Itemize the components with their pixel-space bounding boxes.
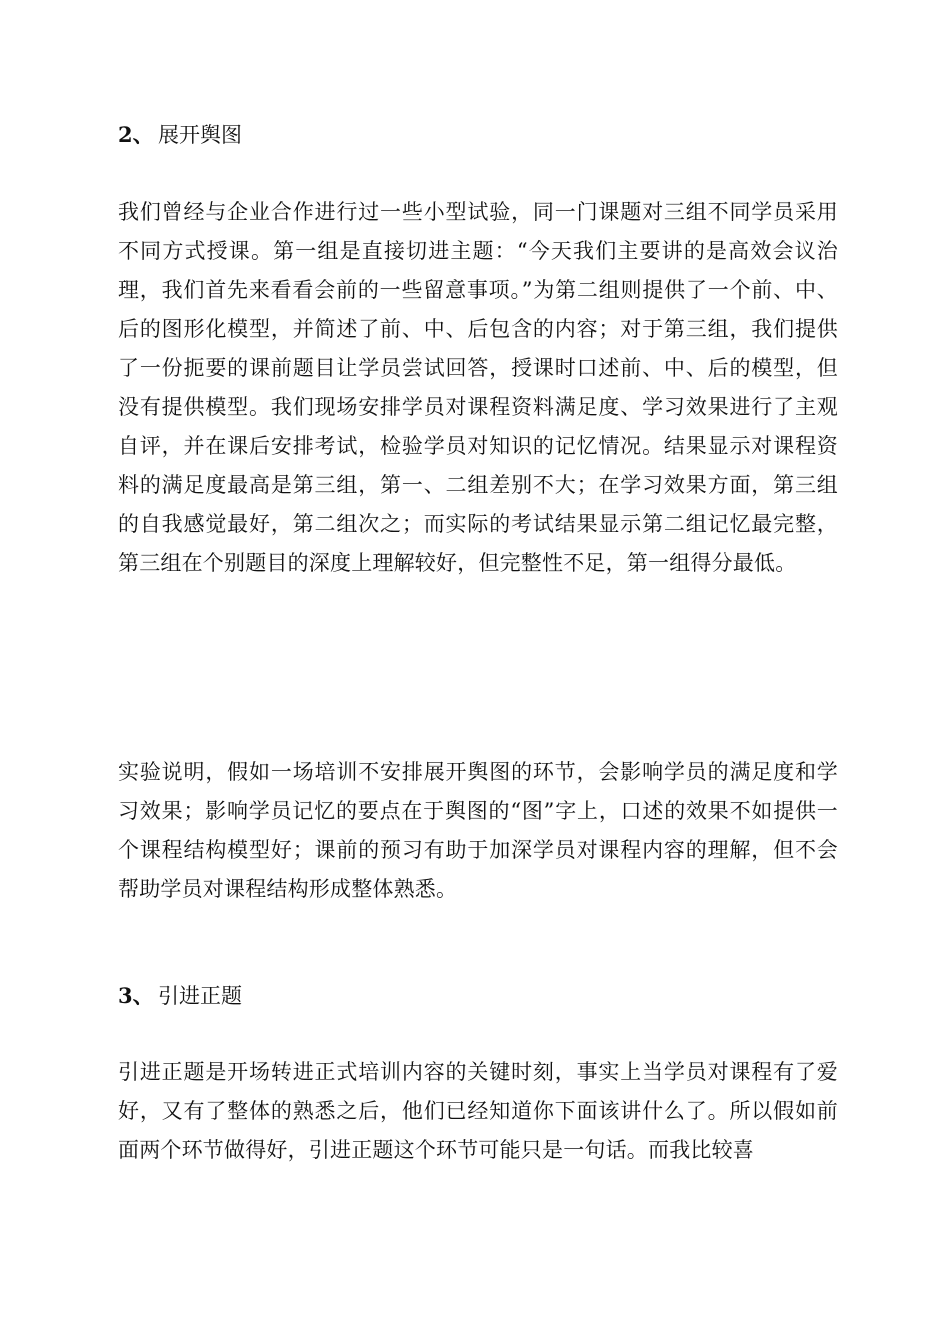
section-title: 展开舆图 xyxy=(158,123,242,147)
section-heading-3 xyxy=(118,981,242,1011)
paragraph-conclusion: 实验说明，假如一场培训不安排展开舆图的环节，会影响学员的满足度和学习效果；影响学员记忆的要点在于舆图的“图”字上，口述的效果不如提供一个课程结构模型好；课前的预习有助于加深学员对课程内容的理解，但不会帮助学员对课程结构形成整体熟悉。 xyxy=(118,760,838,901)
section-number: 2、 xyxy=(118,122,154,147)
paragraph-experiment: 我们曾经与企业合作进行过一些小型试验，同一门课题对三组不同学员采用不同方式授课。第一组是直接切进主题：“今天我们主要讲的是高效会议治理，我们首先来看看会前的一些留意事项。”为第二组则提供了一个前、中、后的图形化模型，并简述了前、中、后包含的内容；对于第三组，我们提供了一份扼要的课前题目让学员尝试回答，授课时口述前、中、后的模型，但没有提供模型。我们现场安排学员对课程资料满足度、学习效果进行了主观自评，并在课后安排考试，检验学员对知识的记忆情况。结果显示对课程资料的满足度最高是第三组，第一、二组差别不大；在学习效果方面，第三组的自我感觉最好，第二组次之；而实际的考试结果显示第二组记忆最完整，第三组在个别题目的深度上理解较好，但完整性不足，第一组得分最低。 xyxy=(118,200,838,575)
paragraph-introduce-topic: 引进正题是开场转进正式培训内容的关键时刻，事实上当学员对课程有了爱好，又有了整体的熟悉之后，他们已经知道你下面该讲什么了。所以假如前面两个环节做得好，引进正题这个环节可能只是一句话。而我比较喜 xyxy=(118,1060,838,1162)
section-number: 3、 xyxy=(118,983,154,1008)
section-title: 引进正题 xyxy=(158,984,242,1008)
section-heading-2 xyxy=(118,120,242,150)
